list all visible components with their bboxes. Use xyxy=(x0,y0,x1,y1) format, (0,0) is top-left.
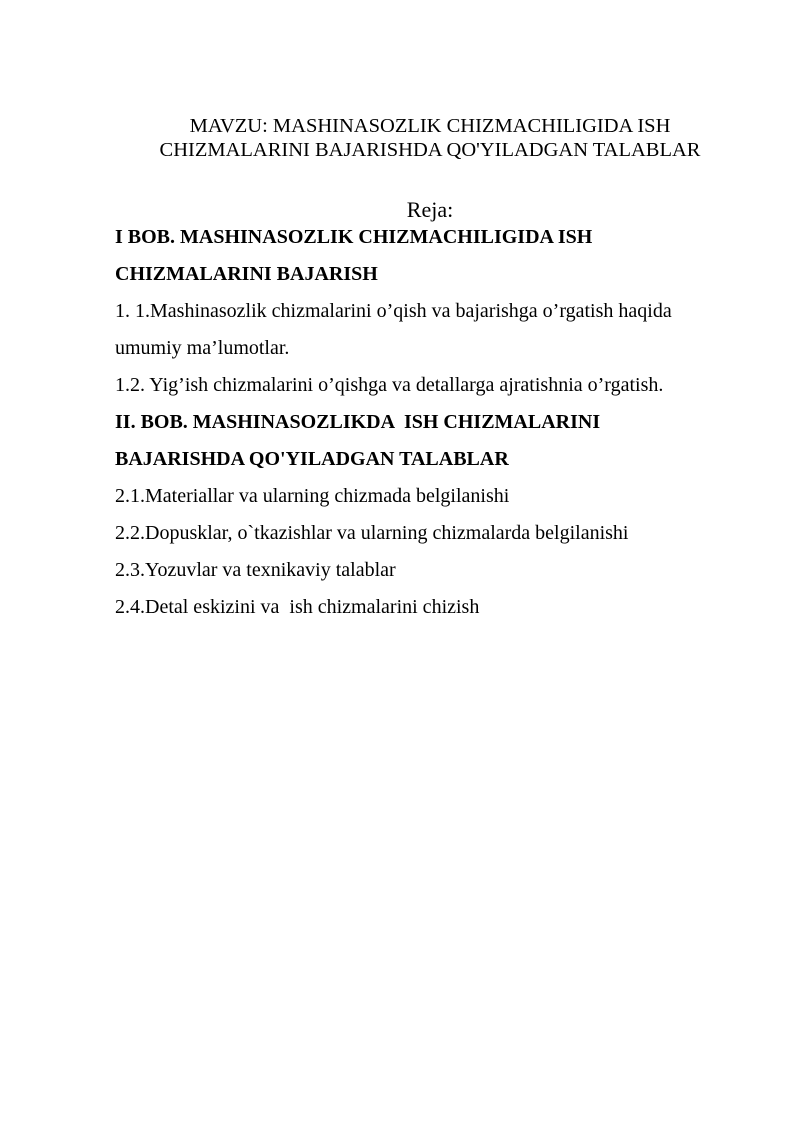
chapter-2-heading-line-1: II. BOB. MASHINASOZLIKDA ISH CHIZMALARINI xyxy=(115,411,601,433)
chapter-2-item-2: 2.2.Dopusklar, o`tkazishlar va ularning chizmalarda belgilanishi xyxy=(115,522,629,544)
chapter-2-item-1: 2.1.Materiallar va ularning chizmada belgilanishi xyxy=(115,485,510,507)
chapter-1-item-2: 1.2. Yig’ish chizmalarini o’qishga va detallarga ajratishnia o’rgatish. xyxy=(115,374,664,396)
chapter-2-item-3: 2.3.Yozuvlar va texnikaviy talablar xyxy=(115,559,396,581)
chapter-2-heading-line-2: BAJARISHDA QO'YILADGAN TALABLAR xyxy=(115,448,509,470)
chapter-1-heading-line-2: CHIZMALARINI BAJARISH xyxy=(115,263,378,285)
chapter-1-item-1-line-2: umumiy ma’lumotlar. xyxy=(115,337,290,359)
chapter-1-heading-line-1: I BOB. MASHINASOZLIK CHIZMACHILIGIDA ISH xyxy=(115,226,593,248)
chapter-1-item-1-line-1: 1. 1.Mashinasozlik chizmalarini o’qish va bajarishga o’rgatish haqida xyxy=(115,300,672,322)
document-title-line-2: CHIZMALARINI BAJARISHDA QO'YILADGAN TALABLAR xyxy=(159,139,701,161)
document-title-line-1: MAVZU: MASHINASOZLIK CHIZMACHILIGIDA ISH xyxy=(189,115,671,137)
chapter-2-item-4: 2.4.Detal eskizini va ish chizmalarini chizish xyxy=(115,596,480,618)
plan-heading: Reja: xyxy=(406,197,454,222)
